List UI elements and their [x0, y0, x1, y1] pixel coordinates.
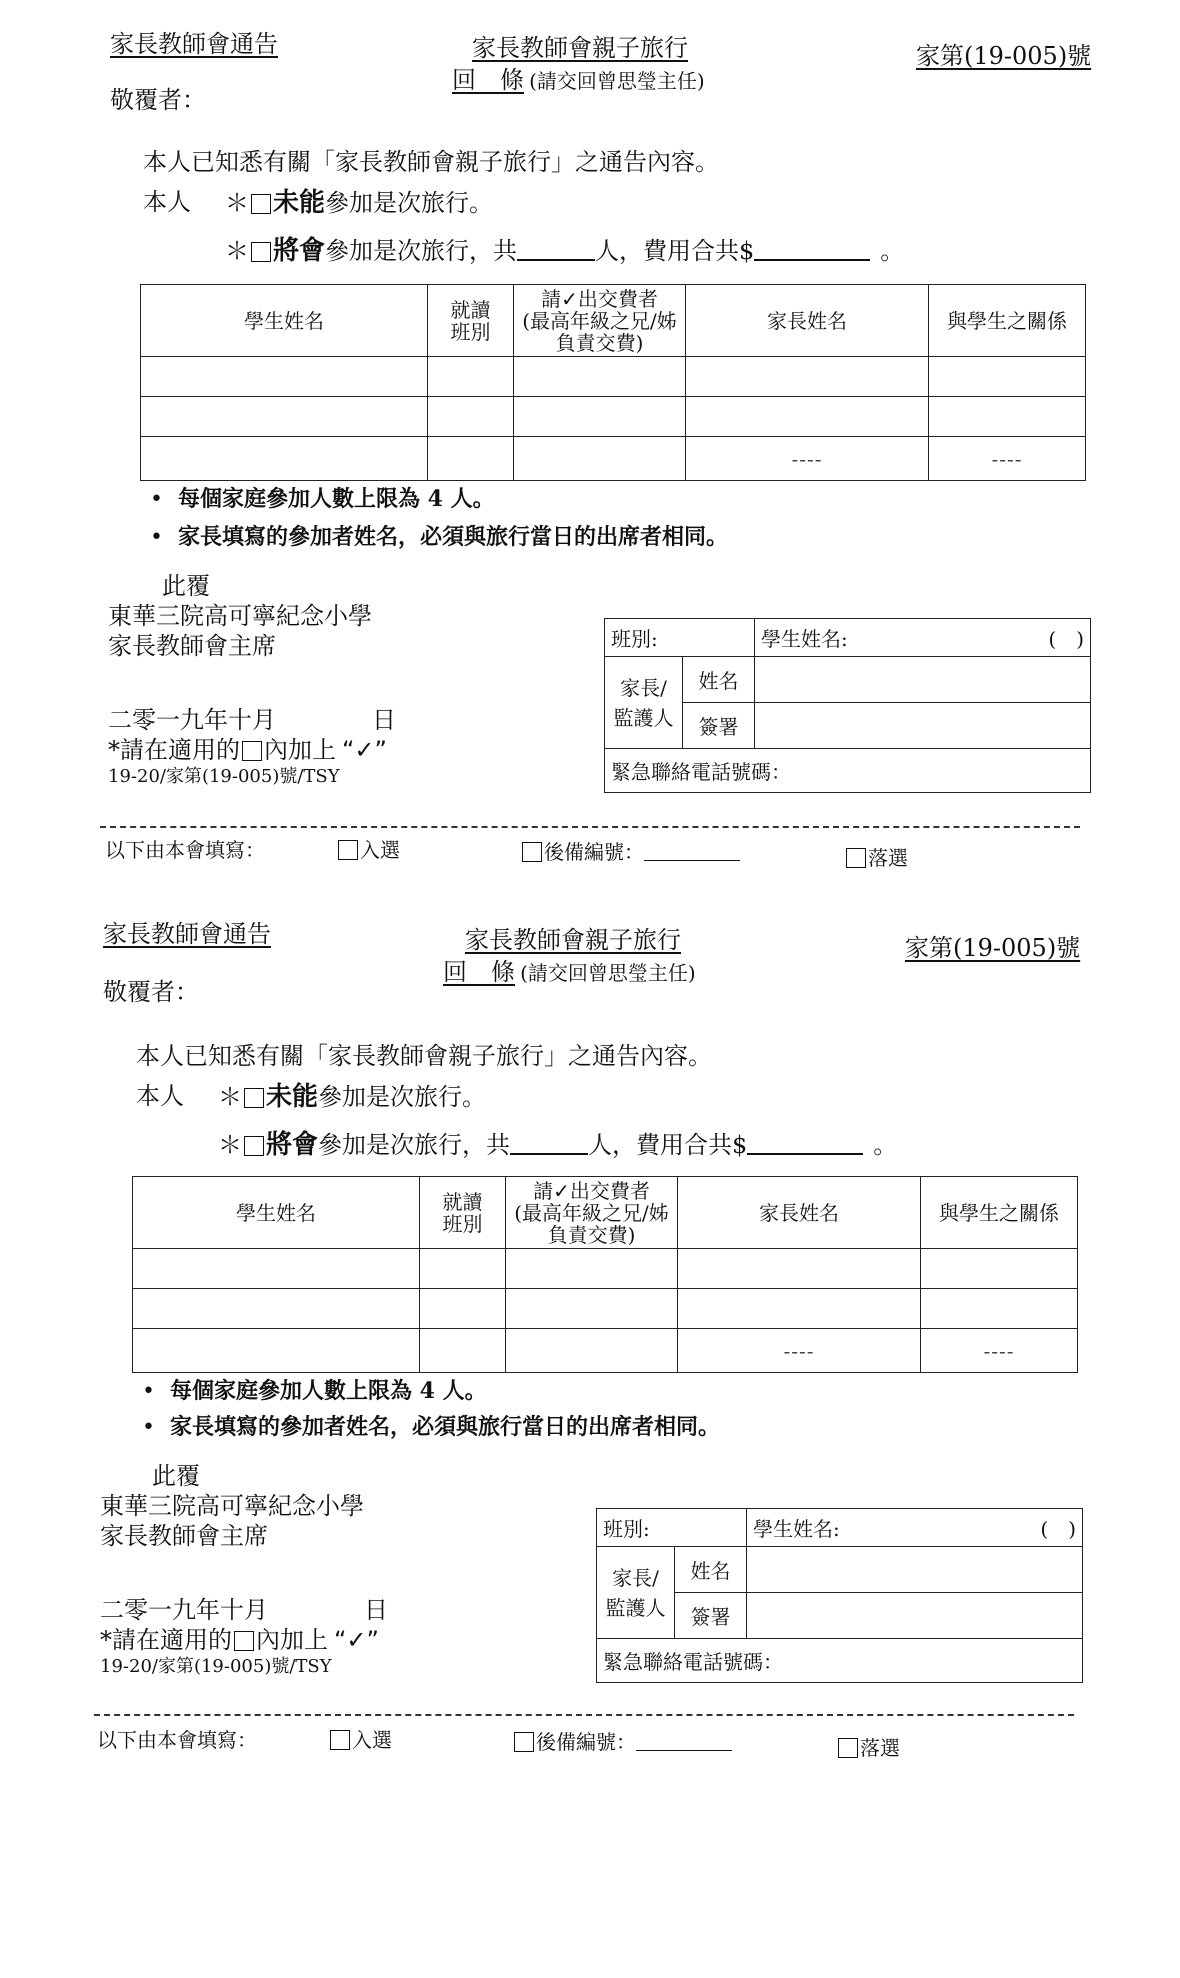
notice-label: 家長教師會通告	[110, 30, 278, 58]
closing: 此覆	[162, 572, 210, 600]
note-limit	[142, 1374, 487, 1405]
cell-relation[interactable]	[929, 397, 1086, 437]
participant-table	[140, 284, 1086, 481]
subtitle-main: 回 條	[452, 66, 524, 94]
option-attend	[218, 1124, 897, 1161]
selected-text: 入選	[352, 1728, 392, 1752]
cell-payer[interactable]	[514, 397, 686, 437]
note-names	[150, 520, 728, 551]
star-mark: ＊	[225, 237, 249, 265]
cell-parent[interactable]	[686, 357, 929, 397]
attend-checkbox[interactable]	[244, 1136, 264, 1156]
cell-class[interactable]	[420, 1289, 506, 1329]
cell-relation[interactable]	[921, 1289, 1078, 1329]
table-row	[141, 397, 1086, 437]
date-day: 日	[364, 1596, 388, 1624]
people-count-field[interactable]	[517, 259, 595, 261]
reply-slip-top	[0, 0, 1180, 880]
waitlist-number-field[interactable]	[644, 860, 740, 861]
tick-note-a: *請在適用的	[108, 736, 240, 764]
tick-note-a: *請在適用的	[100, 1626, 232, 1654]
check-icon: ✓	[553, 1178, 570, 1203]
attend-checkbox[interactable]	[251, 242, 271, 262]
payer-title: 出交費者	[569, 1178, 650, 1203]
table-row	[133, 1249, 1078, 1289]
cell-parent-dash[interactable]: ----	[678, 1329, 921, 1373]
not-attend-bold: 未能	[266, 1082, 319, 1112]
date-day: 日	[372, 706, 396, 734]
note-names	[142, 1410, 720, 1441]
check-icon: ✓	[561, 286, 578, 311]
option-attend	[225, 230, 904, 267]
guardian-name-label: 姓名	[675, 1547, 747, 1593]
attend-fee-text: 人，費用合共$	[588, 1131, 748, 1159]
class-field[interactable]	[605, 619, 755, 657]
school-name: 東華三院高可寧紀念小學	[100, 1492, 364, 1520]
table-row	[133, 1329, 1078, 1373]
slip-title: 家長教師會親子旅行	[465, 926, 681, 954]
reference-number: 家第(19-005)號	[916, 42, 1092, 70]
guardian-name-field[interactable]	[747, 1547, 1083, 1593]
cell-parent[interactable]	[678, 1249, 921, 1289]
cell-student[interactable]	[133, 1249, 420, 1289]
payer-line1	[506, 1180, 677, 1202]
sample-box	[234, 1631, 254, 1651]
cell-payer[interactable]	[506, 1289, 678, 1329]
cell-parent[interactable]	[678, 1289, 921, 1329]
note-limit-text: 每個家庭參加人數上限為 4 人。	[178, 486, 495, 512]
date-text: 二零一九年十月	[100, 1596, 268, 1624]
attend-end: 。	[873, 1131, 898, 1159]
tick-mark-icon: “✓”	[334, 1626, 379, 1654]
not-attend-text: 參加是次旅行。	[325, 189, 494, 217]
cell-parent-dash[interactable]: ----	[686, 437, 929, 481]
subtitle-main: 回 條	[443, 958, 515, 986]
subtitle-note: (請交回曾思瑩主任)	[529, 69, 705, 93]
school-name: 東華三院高可寧紀念小學	[108, 602, 372, 630]
office-waitlist	[512, 1726, 732, 1755]
sample-box	[242, 741, 262, 761]
class-label: 班別:	[611, 627, 658, 651]
chair-title: 家長教師會主席	[108, 632, 276, 660]
class-number-paren: ( )	[1048, 627, 1084, 651]
class-field[interactable]	[597, 1509, 747, 1547]
rejected-checkbox[interactable]	[838, 1738, 858, 1758]
notice-label: 家長教師會通告	[103, 920, 271, 948]
cell-payer[interactable]	[514, 437, 686, 481]
office-waitlist	[520, 836, 740, 865]
waitlist-text: 後備編號：	[544, 840, 644, 864]
student-name-field[interactable]	[755, 619, 1091, 657]
not-attend-text: 參加是次旅行。	[318, 1083, 487, 1111]
cell-payer[interactable]	[514, 357, 686, 397]
guardian-name-label: 姓名	[683, 657, 755, 703]
attend-text: 參加是次旅行，共	[318, 1131, 511, 1159]
waitlist-text: 後備編號：	[536, 1730, 636, 1754]
fee-total-field[interactable]	[754, 259, 870, 261]
file-code: 19-20/家第(19-005)號/TSY	[100, 1656, 332, 1677]
table-row	[141, 437, 1086, 481]
note-limit	[150, 482, 495, 513]
selected-checkbox[interactable]	[330, 1730, 350, 1750]
tick-note-b: 內加上	[256, 1626, 328, 1654]
closing: 此覆	[152, 1462, 200, 1490]
student-info-box	[596, 1508, 1083, 1683]
payer-line3: 負責交費)	[547, 1222, 636, 1247]
header-relation: 與學生之關係	[921, 1177, 1078, 1249]
slip-title: 家長教師會親子旅行	[472, 34, 688, 62]
fee-total-field[interactable]	[747, 1153, 863, 1155]
salutation: 敬覆者：	[110, 86, 206, 114]
rejected-text: 落選	[860, 1736, 900, 1760]
cut-line	[100, 826, 1080, 828]
payer-line3: 負責交費)	[555, 330, 644, 355]
cell-student[interactable]	[141, 357, 428, 397]
office-rejected	[836, 1732, 900, 1761]
header-student-name: 學生姓名	[141, 285, 428, 357]
bullet-icon: •	[150, 487, 163, 512]
people-count-field[interactable]	[510, 1153, 588, 1155]
cell-student[interactable]	[141, 437, 428, 481]
table-row	[141, 357, 1086, 397]
student-name-label: 學生姓名:	[761, 627, 848, 651]
attend-fee-text: 人，費用合共$	[595, 237, 755, 265]
cell-payer[interactable]	[506, 1249, 678, 1289]
cell-relation-dash[interactable]: ----	[929, 437, 1086, 481]
student-name-field[interactable]	[747, 1509, 1083, 1547]
student-name-label: 學生姓名:	[753, 1517, 840, 1541]
attend-bold: 將會	[266, 1130, 319, 1160]
payer-title: 出交費者	[577, 286, 658, 311]
star-mark: ＊	[218, 1131, 242, 1159]
tick-instruction	[108, 730, 387, 765]
cell-student[interactable]	[141, 397, 428, 437]
chair-title: 家長教師會主席	[100, 1522, 268, 1550]
payer-line2: (最高年級之兄/姊	[522, 308, 677, 333]
header-payer	[514, 285, 686, 357]
header-parent-name: 家長姓名	[686, 285, 929, 357]
selected-text: 入選	[360, 838, 400, 862]
cell-payer[interactable]	[506, 1329, 678, 1373]
waitlist-checkbox[interactable]	[514, 1732, 534, 1752]
header-class	[420, 1177, 506, 1249]
option-not-attend	[218, 1076, 486, 1113]
slip-subtitle	[452, 60, 705, 95]
header-class	[428, 285, 514, 357]
waitlist-checkbox[interactable]	[522, 842, 542, 862]
cell-parent[interactable]	[686, 397, 929, 437]
rejected-checkbox[interactable]	[846, 848, 866, 868]
cell-class[interactable]	[428, 397, 514, 437]
cut-line	[94, 1714, 1074, 1716]
rejected-text: 落選	[868, 846, 908, 870]
cell-class[interactable]	[420, 1249, 506, 1289]
tick-mark-icon: “✓”	[342, 736, 387, 764]
guardian-cell	[605, 657, 683, 749]
guardian-signature-field[interactable]	[755, 703, 1091, 749]
cell-student[interactable]	[133, 1289, 420, 1329]
tick-instruction	[100, 1620, 379, 1655]
class-label: 班別:	[603, 1517, 650, 1541]
self-label: 本人	[143, 188, 191, 216]
office-selected	[336, 834, 400, 863]
note-names-text: 家長填寫的參加者姓名，必須與旅行當日的出席者相同。	[170, 1414, 721, 1440]
table-row	[133, 1289, 1078, 1329]
not-attend-checkbox[interactable]	[251, 194, 271, 214]
tick-note-b: 內加上	[264, 736, 336, 764]
header-parent-name: 家長姓名	[678, 1177, 921, 1249]
subtitle-note: (請交回曾思瑩主任)	[520, 961, 696, 985]
cell-class[interactable]	[428, 357, 514, 397]
office-use-label: 以下由本會填寫：	[105, 838, 265, 862]
attend-text: 參加是次旅行，共	[325, 237, 518, 265]
emergency-phone-field[interactable]	[605, 749, 1091, 793]
bullet-icon: •	[142, 1379, 155, 1404]
star-mark: ＊	[218, 1083, 242, 1111]
cell-student[interactable]	[133, 1329, 420, 1373]
guardian-cell	[597, 1547, 675, 1639]
acknowledge-text: 本人已知悉有關「家長教師會親子旅行」之通告內容。	[136, 1042, 712, 1070]
cell-class[interactable]	[428, 437, 514, 481]
bullet-icon: •	[142, 1415, 155, 1440]
selected-checkbox[interactable]	[338, 840, 358, 860]
attend-bold: 將會	[273, 236, 326, 266]
reply-slip-bottom	[0, 888, 1180, 1768]
reference-number: 家第(19-005)號	[905, 934, 1081, 962]
header-class-text: 就讀班別	[450, 297, 491, 344]
guardian-label: 家長/監護人	[605, 1565, 666, 1620]
emergency-phone-field[interactable]	[597, 1639, 1083, 1683]
self-label: 本人	[136, 1082, 184, 1110]
not-attend-bold: 未能	[273, 188, 326, 218]
student-info-box	[604, 618, 1091, 793]
attend-end: 。	[880, 237, 905, 265]
salutation: 敬覆者：	[103, 978, 199, 1006]
payer-please: 請	[541, 286, 562, 311]
cell-class[interactable]	[420, 1329, 506, 1373]
class-number-paren: ( )	[1040, 1517, 1076, 1541]
cell-relation[interactable]	[921, 1249, 1078, 1289]
office-selected	[328, 1724, 392, 1753]
payer-please: 請	[533, 1178, 554, 1203]
file-code: 19-20/家第(19-005)號/TSY	[108, 766, 340, 787]
payer-line2: (最高年級之兄/姊	[514, 1200, 669, 1225]
office-rejected	[844, 842, 908, 871]
not-attend-checkbox[interactable]	[244, 1088, 264, 1108]
guardian-sign-label: 簽署	[683, 703, 755, 749]
header-relation: 與學生之關係	[929, 285, 1086, 357]
payer-line1	[514, 288, 685, 310]
date-text: 二零一九年十月	[108, 706, 276, 734]
star-mark: ＊	[225, 189, 249, 217]
emergency-phone-label: 緊急聯絡電話號碼：	[611, 760, 791, 784]
option-not-attend	[225, 182, 493, 219]
acknowledge-text: 本人已知悉有關「家長教師會親子旅行」之通告內容。	[143, 148, 719, 176]
bullet-icon: •	[150, 525, 163, 550]
guardian-sign-label: 簽署	[675, 1593, 747, 1639]
note-limit-text: 每個家庭參加人數上限為 4 人。	[170, 1378, 487, 1404]
slip-subtitle	[443, 952, 696, 987]
header-payer	[506, 1177, 678, 1249]
header-student-name: 學生姓名	[133, 1177, 420, 1249]
note-names-text: 家長填寫的參加者姓名，必須與旅行當日的出席者相同。	[178, 524, 729, 550]
cell-relation[interactable]	[929, 357, 1086, 397]
cell-relation-dash[interactable]: ----	[921, 1329, 1078, 1373]
waitlist-number-field[interactable]	[636, 1750, 732, 1751]
guardian-label: 家長/監護人	[613, 675, 674, 730]
office-use-label: 以下由本會填寫：	[97, 1728, 257, 1752]
guardian-signature-field[interactable]	[747, 1593, 1083, 1639]
header-class-text: 就讀班別	[442, 1189, 483, 1236]
emergency-phone-label: 緊急聯絡電話號碼：	[603, 1650, 783, 1674]
participant-table	[132, 1176, 1078, 1373]
guardian-name-field[interactable]	[755, 657, 1091, 703]
